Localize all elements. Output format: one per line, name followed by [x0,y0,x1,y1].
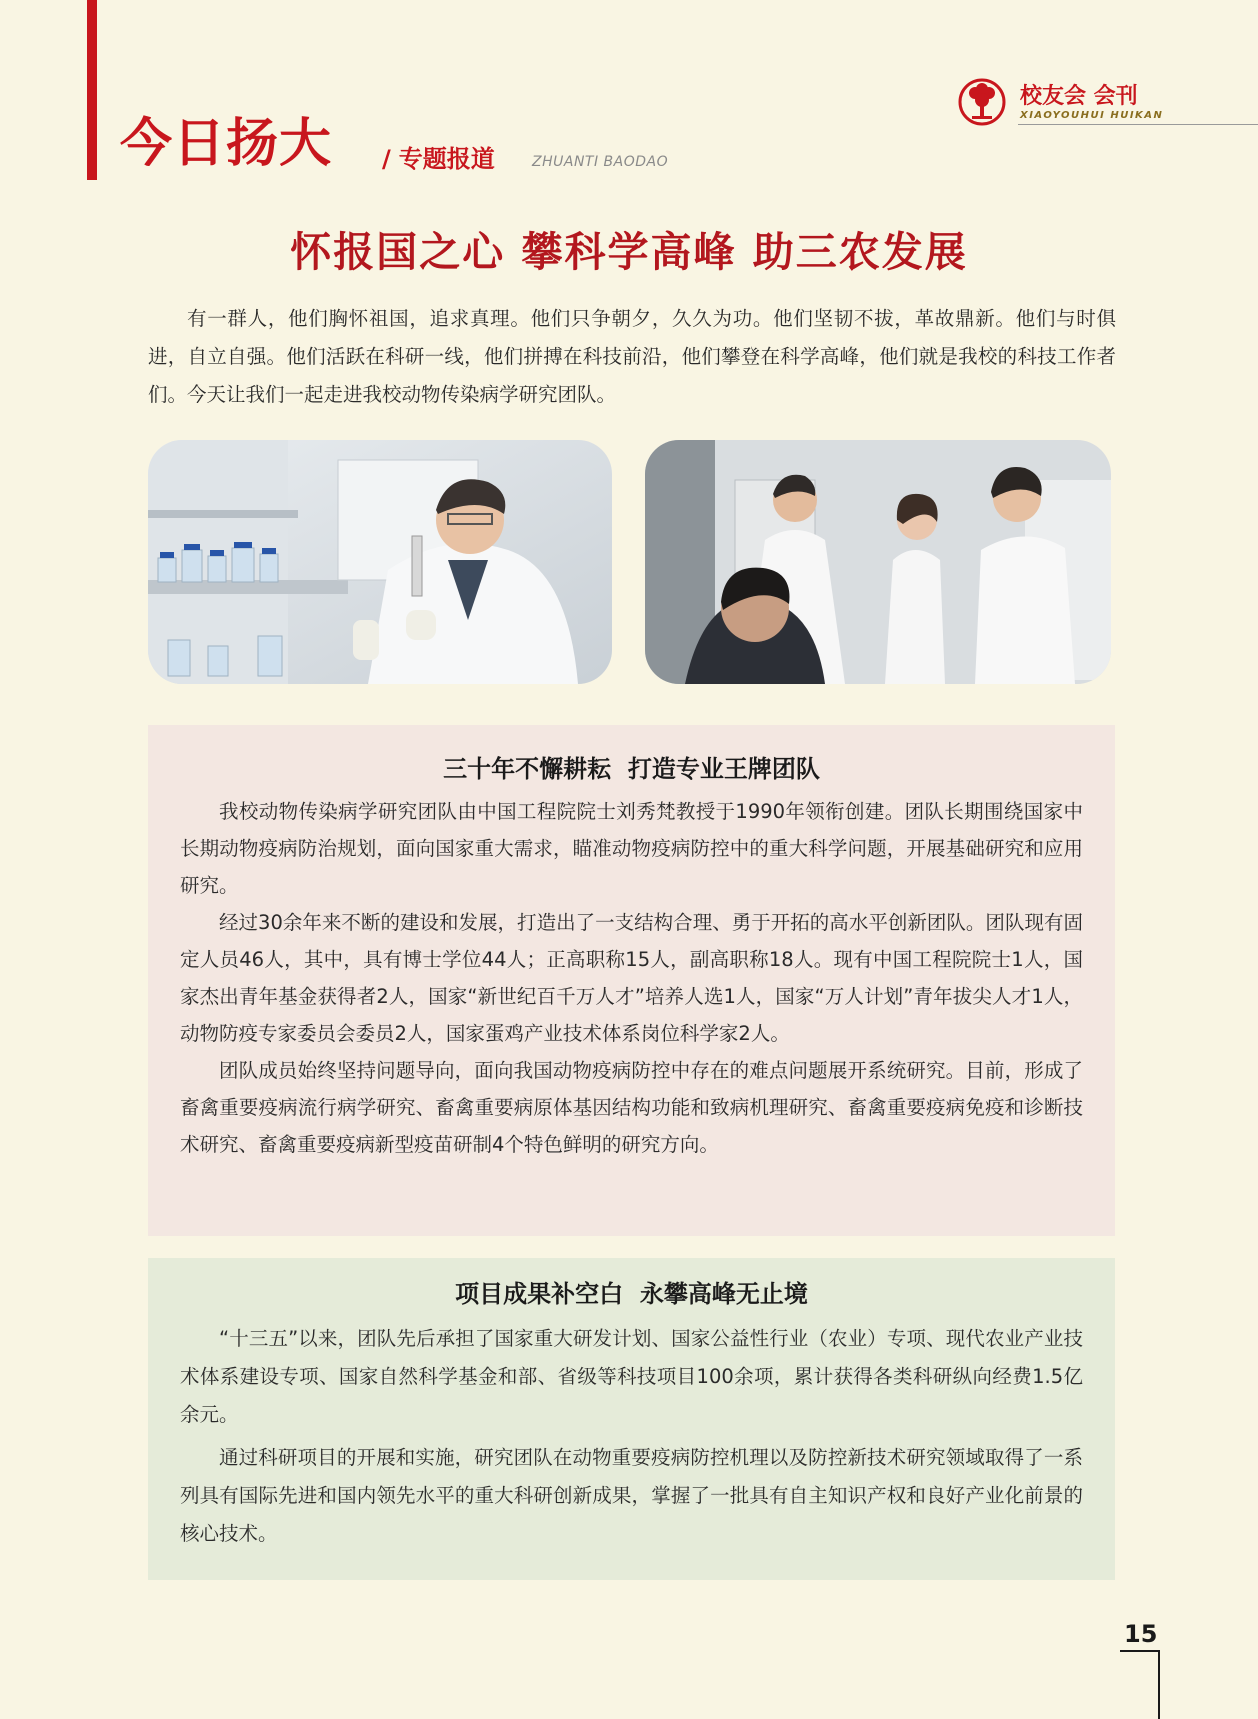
alumni-logo-icon [958,78,1006,126]
page-number: 15 [1124,1620,1158,1648]
paragraph: 我校动物传染病学研究团队由中国工程院院士刘秀梵教授于1990年领衔创建。团队长期围绕国家中长期动物疫病防治规划，面向国家重大需求，瞄准动物疫病防控中的重大科学问题，开展基础研究和应用研究。 [180,800,1083,897]
section-subtitle-pinyin: ZHUANTI BAODAO [532,154,669,170]
header-rule [1018,124,1258,125]
section-accent-bar [87,0,97,180]
paragraph: “十三五”以来，团队先后承担了国家重大研发计划、国家公益性行业（农业）专项、现代农业产业技术体系建设专项、国家自然科学基金和部、省级等科技项目100余项，累计获得各类科研纵向经费1.5亿余元。 [180,1327,1083,1426]
section-team-building [148,725,1115,1236]
section-heading: 三十年不懈耕耘 打造专业王牌团队 [443,754,820,783]
paragraph: 经过30余年来不断的建设和发展，打造出了一支结构合理、勇于开拓的高水平创新团队。团队现有固定人员46人，其中，具有博士学位44人；正高职称15人，副高职称18人。现有中国工程院院士1人，国家杰出青年基金获得者2人，国家“新世纪百千万人才”培养人选1人，国家“万人计划”青年拔尖人才1人，动物防疫专家委员会委员2人，国家蛋鸡产业技术体系岗位科学家2人。 [180,911,1083,1045]
paragraph: 通过科研项目的开展和实施，研究团队在动物重要疫病防控机理以及防控新技术研究领域取得了一系列具有国际先进和国内领先水平的重大科研创新成果，掌握了一批具有自主知识产权和良好产业化前景的核心技术。 [180,1446,1083,1545]
section-subtitle-text: 专题报道 [398,145,495,173]
section-title: 今日扬大 [120,114,333,174]
article-intro: 有一群人，他们胸怀祖国，追求真理。他们只争朝夕，久久为功。他们坚韧不拔，革故鼎新。他们与时俱进，自立自强。他们活跃在科研一线，他们拼搏在科技前沿，他们攀登在科学高峰，他们就是我校的科技工作者们。今天让我们一起走进我校动物传染病学研究团队。 [148,307,1116,406]
page-corner-rule [1120,1650,1160,1652]
slash-divider: / [382,145,391,173]
journal-logo-pinyin: XIAOYOUHUI HUIKAN [1020,110,1164,121]
page-corner-rule-vertical [1158,1650,1160,1719]
lab-photo-professor [148,440,612,684]
journal-logo-title: 校友会 会刊 [1020,84,1138,109]
article-title: 怀报国之心 攀科学高峰 助三农发展 [290,228,968,276]
paragraph: 团队成员始终坚持问题导向，面向我国动物疫病防控中存在的难点问题展开系统研究。目前，形成了畜禽重要疫病流行病学研究、畜禽重要病原体基因结构功能和致病机理研究、畜禽重要疫病免疫和诊断技术研究、畜禽重要疫病新型疫苗研制4个特色鲜明的研究方向。 [180,1059,1083,1156]
section-subtitle [382,143,495,175]
section-heading: 项目成果补空白 永攀高峰无止境 [455,1279,808,1308]
lab-photo-team [645,440,1111,684]
section-research-achievements [148,1258,1115,1580]
